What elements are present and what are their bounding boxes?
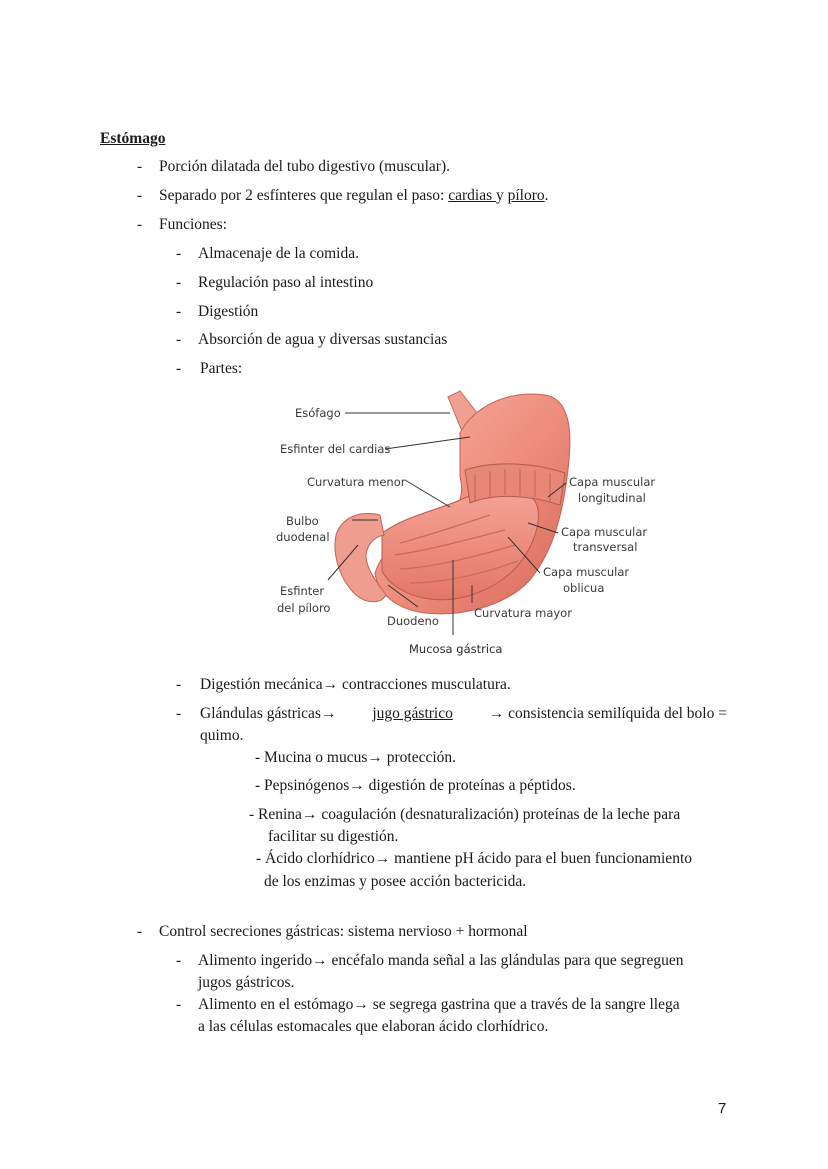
intro-text: . <box>544 187 549 204</box>
function-item: Digestión <box>198 303 259 320</box>
component-renina: - Renina→ coagulación (desnaturalización) proteínas de la leche para <box>249 806 681 823</box>
label-del-piloro: del píloro <box>277 601 331 615</box>
bullet-dash: - <box>176 705 182 722</box>
intro-text: y <box>496 187 508 204</box>
piloro-link: píloro <box>507 187 545 204</box>
label-oblicua: oblicua <box>563 581 605 595</box>
label-duodeno: Duodeno <box>387 614 439 628</box>
glandulas-line <box>200 705 727 723</box>
bullet-dash: - <box>176 245 182 262</box>
function-item: Regulación paso al intestino <box>198 274 374 291</box>
function-item-partes: Partes: <box>200 360 243 377</box>
diagram-caption: Mucosa gástrica <box>409 642 503 656</box>
intro-item-3: Funciones: <box>159 216 228 233</box>
label-transversal: transversal <box>573 540 638 554</box>
page-title: Estómago <box>100 130 166 147</box>
bullet-dash: - <box>137 158 143 175</box>
label-bulbo: Bulbo <box>286 514 319 528</box>
component-pepsinogenos: - Pepsinógenos→ digestión de proteínas a péptidos. <box>255 777 576 794</box>
component-acido: - Ácido clorhídrico→ mantiene pH ácido para el buen funcionamiento <box>256 850 692 867</box>
component-mucina: - Mucina o mucus→ protección. <box>255 749 457 766</box>
bullet-dash: - <box>176 274 182 291</box>
bullet-dash: - <box>176 996 182 1013</box>
bullet-dash: - <box>137 187 143 204</box>
component-renina-cont: facilitar su digestión. <box>268 828 399 845</box>
control-heading: Control secreciones gástricas: sistema nervioso + hormonal <box>159 923 528 940</box>
label-duodenal: duodenal <box>276 530 330 544</box>
bullet-dash: - <box>176 360 182 377</box>
label-capa-muscular-2: Capa muscular <box>561 525 648 539</box>
label-capa-muscular-3: Capa muscular <box>543 565 630 579</box>
bullet-dash: - <box>176 303 182 320</box>
label-esofago: Esófago <box>295 406 341 420</box>
bullet-dash: - <box>176 676 182 693</box>
function-item: Almacenaje de la comida. <box>198 245 359 262</box>
component-acido-cont: de los enzimas y posee acción bactericida. <box>264 873 527 890</box>
stomach-diagram <box>260 385 680 660</box>
bullet-dash: - <box>176 952 182 969</box>
bullet-dash: - <box>137 923 143 940</box>
control-item-1-cont: jugos gástricos. <box>198 974 295 991</box>
intro-item-1: Porción dilatada del tubo digestivo (muscular). <box>159 158 450 175</box>
cardias-link: cardias <box>448 187 496 204</box>
glandulas-line-2: quimo. <box>200 727 244 744</box>
intro-item-2 <box>159 187 549 205</box>
stomach-illustration <box>335 391 570 614</box>
control-item-2: Alimento en el estómago→ se segrega gastrina que a través de la sangre llega <box>198 996 680 1013</box>
intro-text: Separado por 2 esfínteres que regulan el paso: <box>159 187 449 204</box>
jugo-gastrico-link: jugo gástrico <box>372 705 453 722</box>
label-capa-muscular-1: Capa muscular <box>569 475 656 489</box>
label-esfinter: Esfinter <box>280 584 325 598</box>
glandulas-text: Glándulas gástricas→ <box>200 705 337 722</box>
digestion-mecanica: Digestión mecánica→ contracciones musculatura. <box>200 676 511 693</box>
glandulas-text: → consistencia semilíquida del bolo = <box>488 705 727 722</box>
control-item-1: Alimento ingerido→ encéfalo manda señal a las glándulas para que segreguen <box>198 952 684 969</box>
control-item-2-cont: a las células estomacales que elaboran ácido clorhídrico. <box>198 1018 549 1035</box>
bullet-dash: - <box>137 216 143 233</box>
label-longitudinal: longitudinal <box>578 491 646 505</box>
label-esfinter-cardias: Esfinter del cardias <box>280 442 391 456</box>
page-number: 7 <box>718 1100 727 1117</box>
function-item: Absorción de agua y diversas sustancias <box>198 331 448 348</box>
label-curvatura-mayor: Curvatura mayor <box>474 606 572 620</box>
bullet-dash: - <box>176 331 182 348</box>
label-curvatura-menor: Curvatura menor <box>307 475 406 489</box>
